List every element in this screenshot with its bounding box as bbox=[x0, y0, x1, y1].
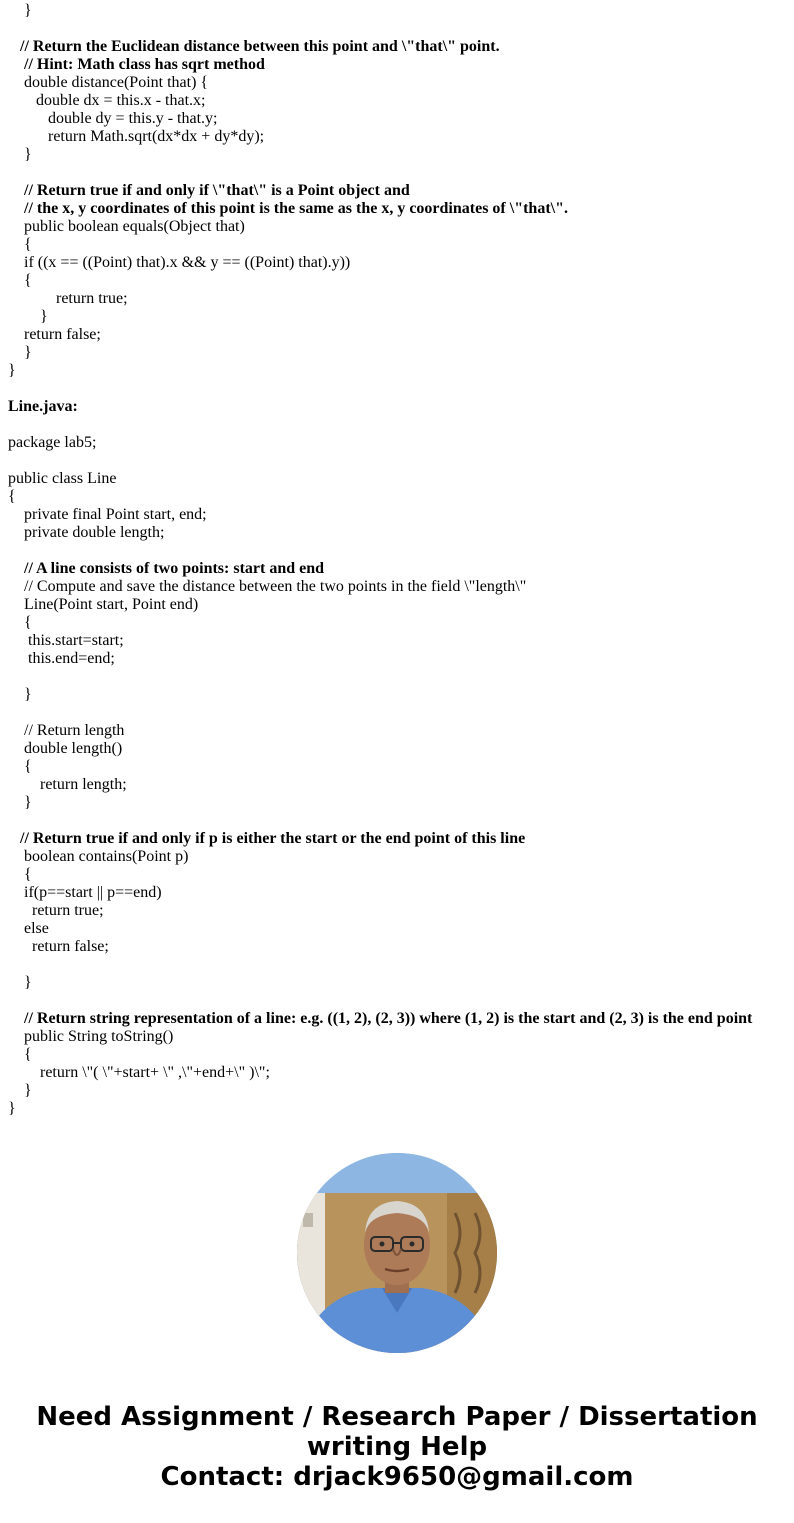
code-line: } bbox=[8, 974, 32, 991]
code-line: else bbox=[8, 920, 49, 937]
code-line: Line(Point start, Point end) bbox=[8, 596, 199, 613]
code-line: double length() bbox=[8, 740, 123, 757]
code-line: Line.java: bbox=[8, 398, 78, 415]
code-line: this.start=start; bbox=[8, 632, 124, 649]
promo-banner bbox=[0, 1402, 794, 1492]
code-line: return length; bbox=[8, 776, 127, 793]
code-line: { bbox=[8, 866, 32, 883]
code-line: } bbox=[8, 794, 32, 811]
code-line: } bbox=[8, 1100, 16, 1117]
code-line: package lab5; bbox=[8, 434, 97, 451]
author-avatar bbox=[297, 1153, 497, 1353]
code-line: public class Line bbox=[8, 470, 117, 487]
code-line: private final Point start, end; bbox=[8, 506, 207, 523]
promo-line-2: writing Help bbox=[306, 1432, 488, 1462]
code-line: private double length; bbox=[8, 524, 165, 541]
code-line: double dy = this.y - that.y; bbox=[8, 110, 218, 127]
code-line: double distance(Point that) { bbox=[8, 74, 209, 91]
code-line: { bbox=[8, 1046, 32, 1063]
code-line: this.end=end; bbox=[8, 650, 115, 667]
code-line: // Return string representation of a line: e.g. ((1, 2), (2, 3)) where (1, 2) is the start and (2, 3) is the end point bbox=[8, 1010, 753, 1027]
code-line: return false; bbox=[8, 938, 109, 955]
code-line: // Return length bbox=[8, 722, 125, 739]
code-line: return false; bbox=[8, 326, 101, 343]
code-line: } bbox=[8, 146, 32, 163]
code-line: // Return the Euclidean distance between this point and \"that\" point. bbox=[8, 38, 500, 55]
code-line: { bbox=[8, 488, 16, 505]
code-line: // the x, y coordinates of this point is the same as the x, y coordinates of \"that\". bbox=[8, 200, 568, 217]
code-line: // Return true if and only if p is either the start or the end point of this line bbox=[8, 830, 526, 847]
code-line: // Return true if and only if \"that\" is a Point object and bbox=[8, 182, 410, 199]
code-line: } bbox=[8, 308, 48, 325]
code-line: double dx = this.x - that.x; bbox=[8, 92, 206, 109]
code-line: } bbox=[8, 2, 32, 19]
code-line: public boolean equals(Object that) bbox=[8, 218, 245, 235]
code-line: } bbox=[8, 362, 16, 379]
code-line: return \"( \"+start+ \" ,\"+end+\" )\"; bbox=[8, 1064, 270, 1081]
code-line: return true; bbox=[8, 290, 128, 307]
code-line: } bbox=[8, 1082, 32, 1099]
code-line: public String toString() bbox=[8, 1028, 174, 1045]
promo-line-1: Need Assignment / Research Paper / Dissertation bbox=[36, 1402, 758, 1432]
code-line: boolean contains(Point p) bbox=[8, 848, 189, 865]
author-photo-icon bbox=[297, 1153, 497, 1353]
code-line: } bbox=[8, 686, 32, 703]
code-line: return Math.sqrt(dx*dx + dy*dy); bbox=[8, 128, 265, 145]
code-line: // Compute and save the distance between the two points in the field \"length\" bbox=[8, 578, 527, 595]
code-line: // A line consists of two points: start and end bbox=[8, 560, 325, 577]
code-line: } bbox=[8, 344, 32, 361]
code-line: return true; bbox=[8, 902, 104, 919]
code-line: if(p==start || p==end) bbox=[8, 884, 162, 901]
code-line: { bbox=[8, 614, 32, 631]
code-line: { bbox=[8, 272, 32, 289]
code-line: if ((x == ((Point) that).x && y == ((Point) that).y)) bbox=[8, 254, 351, 271]
promo-contact[interactable]: Contact: drjack9650@gmail.com bbox=[160, 1462, 634, 1492]
code-line: { bbox=[8, 758, 32, 775]
code-line: // Hint: Math class has sqrt method bbox=[8, 56, 265, 73]
code-line: { bbox=[8, 236, 32, 253]
